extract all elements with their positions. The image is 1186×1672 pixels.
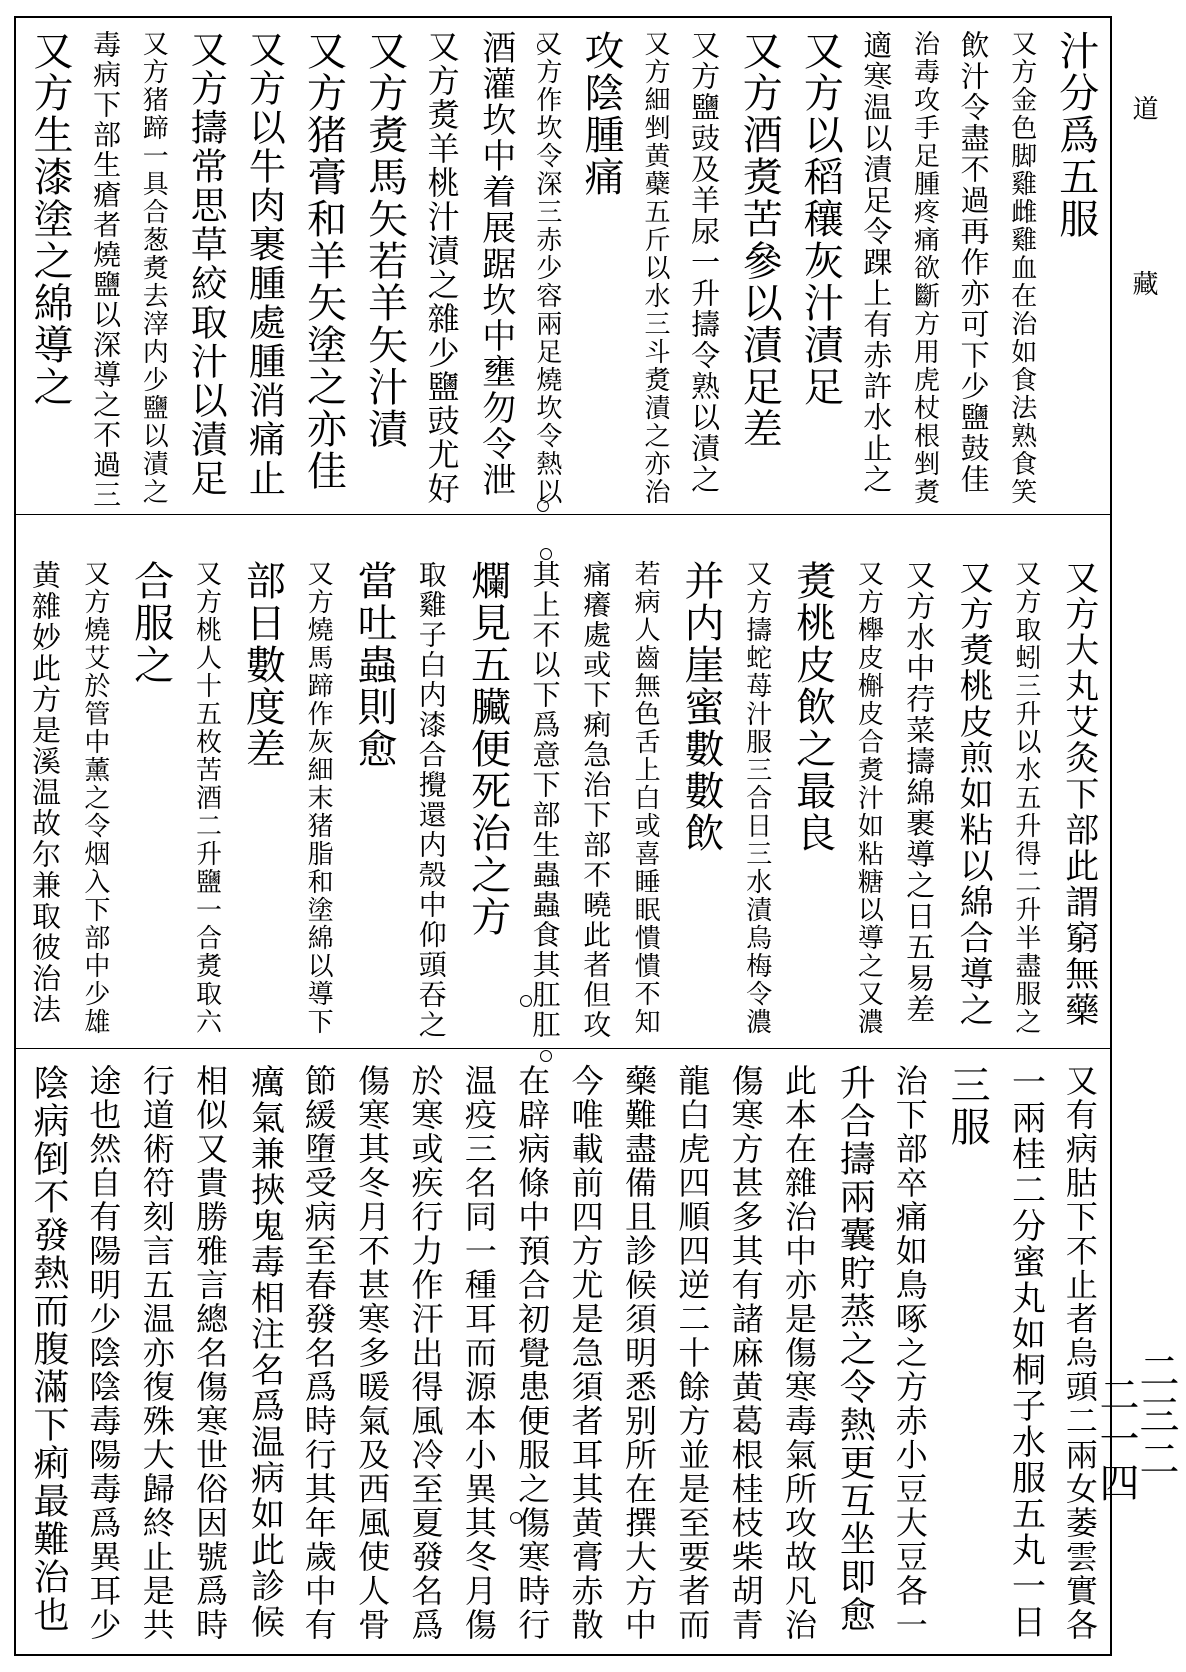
text-column: 又方擣常思草絞取汁以漬足 [184,30,228,498]
panel-divider-1 [14,514,1112,515]
text-column: 并内崖蜜數數飲 [677,560,724,854]
text-column: 又方細剉黄蘗五斤以水三斗煑漬之亦治 [640,30,671,506]
text-column: 合服之 [127,560,174,686]
text-column: 痛癢處或下痢急治下部不曉此者但攻 [579,560,613,1040]
text-column: 又方生漆塗之綿導之 [27,30,73,408]
text-column: 又方作坎令深三赤少容兩足燒坎令熱以 [531,30,562,506]
text-column: 又方燒艾於管中薰之令烟入下部中少雄 [79,560,110,1036]
text-column: 其上不以下爲意下部生蟲蟲食其肛肛 [528,560,562,1040]
punctuation-circle [510,1512,522,1524]
text-column: 又方煑羊桃汁漬之雜少鹽豉尤好 [422,30,461,506]
text-column: 又方猪蹄一具合葱煑去滓内少鹽以漬之 [138,30,169,506]
punctuation-circle [540,1050,552,1062]
text-column: 治下部卒痛如鳥啄之方赤小豆大豆各一 [890,1064,929,1642]
text-column: 當吐蟲則愈 [350,560,397,770]
text-column: 適寒温以漬足令踝上有赤許水止之 [859,30,894,495]
text-column: 又有病𦙶下不止者烏頭二兩女萎雲實各 [1060,1064,1099,1642]
text-column: 爛見五臟便死治之方 [464,560,511,938]
text-column: 黄雜妙此方是溪温故尔兼取彼治法 [28,560,62,1025]
text-column: 攻陰腫痛 [577,30,624,198]
text-column: 若病人齒無色舌上白或喜睡眠憒憒不知 [630,560,661,1036]
text-column: 在辟病條中預合初覺患便服之傷寒時行 [513,1064,552,1642]
text-column: 傷寒其冬月不甚寒多暖氣及西風使人骨 [353,1064,392,1642]
side-label-top: 道 [1128,95,1158,121]
page-number [1093,1350,1179,1506]
text-column: 傷寒方甚多其有諸麻黄葛根桂枝柴胡青 [726,1064,765,1642]
text-column: 陰病倒不發熱而腹滿下痢最難治也 [28,1064,69,1634]
text-column: 藥難盡備且診候須明悉别所在撰大方中 [619,1064,658,1642]
text-column: 酒灌坎中着展踞坎中壅勿令泄 [475,30,516,498]
text-column: 又方煑桃皮煎如粘以綿合導之 [953,560,994,1028]
text-column: 今唯載前四方尤是急須者耳其黄膏赤散 [566,1064,605,1642]
punctuation-circle [537,40,549,52]
text-column: 又方以牛肉裹腫處腫消痛止 [242,30,286,498]
text-column: 又方猪膏和羊矢塗之亦佳 [300,30,347,492]
text-column: 途也然自有陽明少陰陰毒陽毒爲異耳少 [84,1064,123,1642]
side-label-bottom: 藏 [1128,270,1158,296]
text-column: 取雞子白内漆合攪還内殼中仰頭吞之 [414,560,448,1040]
text-column: 又方取蚓三升以水五升得二升半盡服之 [1010,560,1041,1036]
text-column: 又方鹽豉及羊尿一升擣令熟以漬之 [687,30,722,495]
panel-divider-2 [14,1048,1112,1049]
text-panel-top [27,30,1099,510]
text-column: 於寒或疾行力作汗出得風冷至夏發名爲 [406,1064,445,1642]
text-column: 部日數度差 [239,560,286,770]
text-column: 癘氣兼挾鬼毒相注名爲温病如此診候 [244,1064,285,1640]
text-column: 又方燒馬蹄作灰細末猪脂和塗綿以導下 [303,560,334,1036]
text-column: 一兩桂二分蜜丸如桐子水服五丸一日 [1005,1064,1046,1640]
text-panel-middle [28,560,1099,1040]
punctuation-circle [520,995,532,1007]
text-column: 行道術符刻言五温亦復殊大歸終止是共 [137,1064,176,1642]
text-column: 此本在雜治中亦是傷寒毒氣所攻故凡治 [780,1064,819,1642]
text-column: 又方煑馬矢若羊矢汁漬 [361,30,408,450]
text-column: 節緩墮受病至春發名爲時行其年歲中有 [299,1064,338,1642]
text-column: 龍白虎四順四逆二十餘方並是至要者而 [673,1064,712,1642]
text-column: 又方酒煑苦參以漬足差 [736,30,783,450]
text-column: 升合擣兩囊貯蒸之令熱更互坐即愈 [834,1064,876,1634]
punctuation-circle [537,500,549,512]
text-panel-bottom [28,1064,1099,1644]
text-column: 相似又貴勝雅言總名傷寒世俗因號爲時 [191,1064,230,1642]
text-column: 汁分爲五服 [1052,30,1099,240]
text-column: 又方水中荇菜擣綿裹導之日五易差 [902,560,937,1025]
punctuation-circle [540,548,552,560]
page-number-part1: 二三二 [1133,1350,1179,1482]
text-column: 温疫三名同一種耳而源本小異其冬月傷 [459,1064,498,1642]
text-column: 毒病下部生瘡者燒鹽以深導之不過三 [89,30,123,510]
text-column: 又方櫸皮槲皮合煑汁如粘糖以導之又濃 [853,560,884,1036]
text-column: 又方以稻穰灰汁漬足 [797,30,844,408]
page-number-part2: 二一四 [1093,1374,1139,1506]
text-column: 又方桃人十五枚苦酒二升鹽一合煑取六 [191,560,222,1036]
text-column: 治毒攻手足腫疼痛欲斷方用虎杖根剉煑 [909,30,940,506]
text-column: 又方金色脚雞雌雞血在治如食法熟食笑 [1006,30,1037,506]
text-column: 三服 [944,1064,991,1148]
text-column: 煑桃皮飲之最良 [789,560,836,854]
text-column: 又方大丸艾灸下部此謂窮無藥 [1058,560,1099,1028]
text-column: 飲汁令盡不過再作亦可下少鹽鼓佳 [956,30,991,495]
text-column: 又方擣蛇苺汁服三合日三水漬烏梅令濃 [741,560,772,1036]
